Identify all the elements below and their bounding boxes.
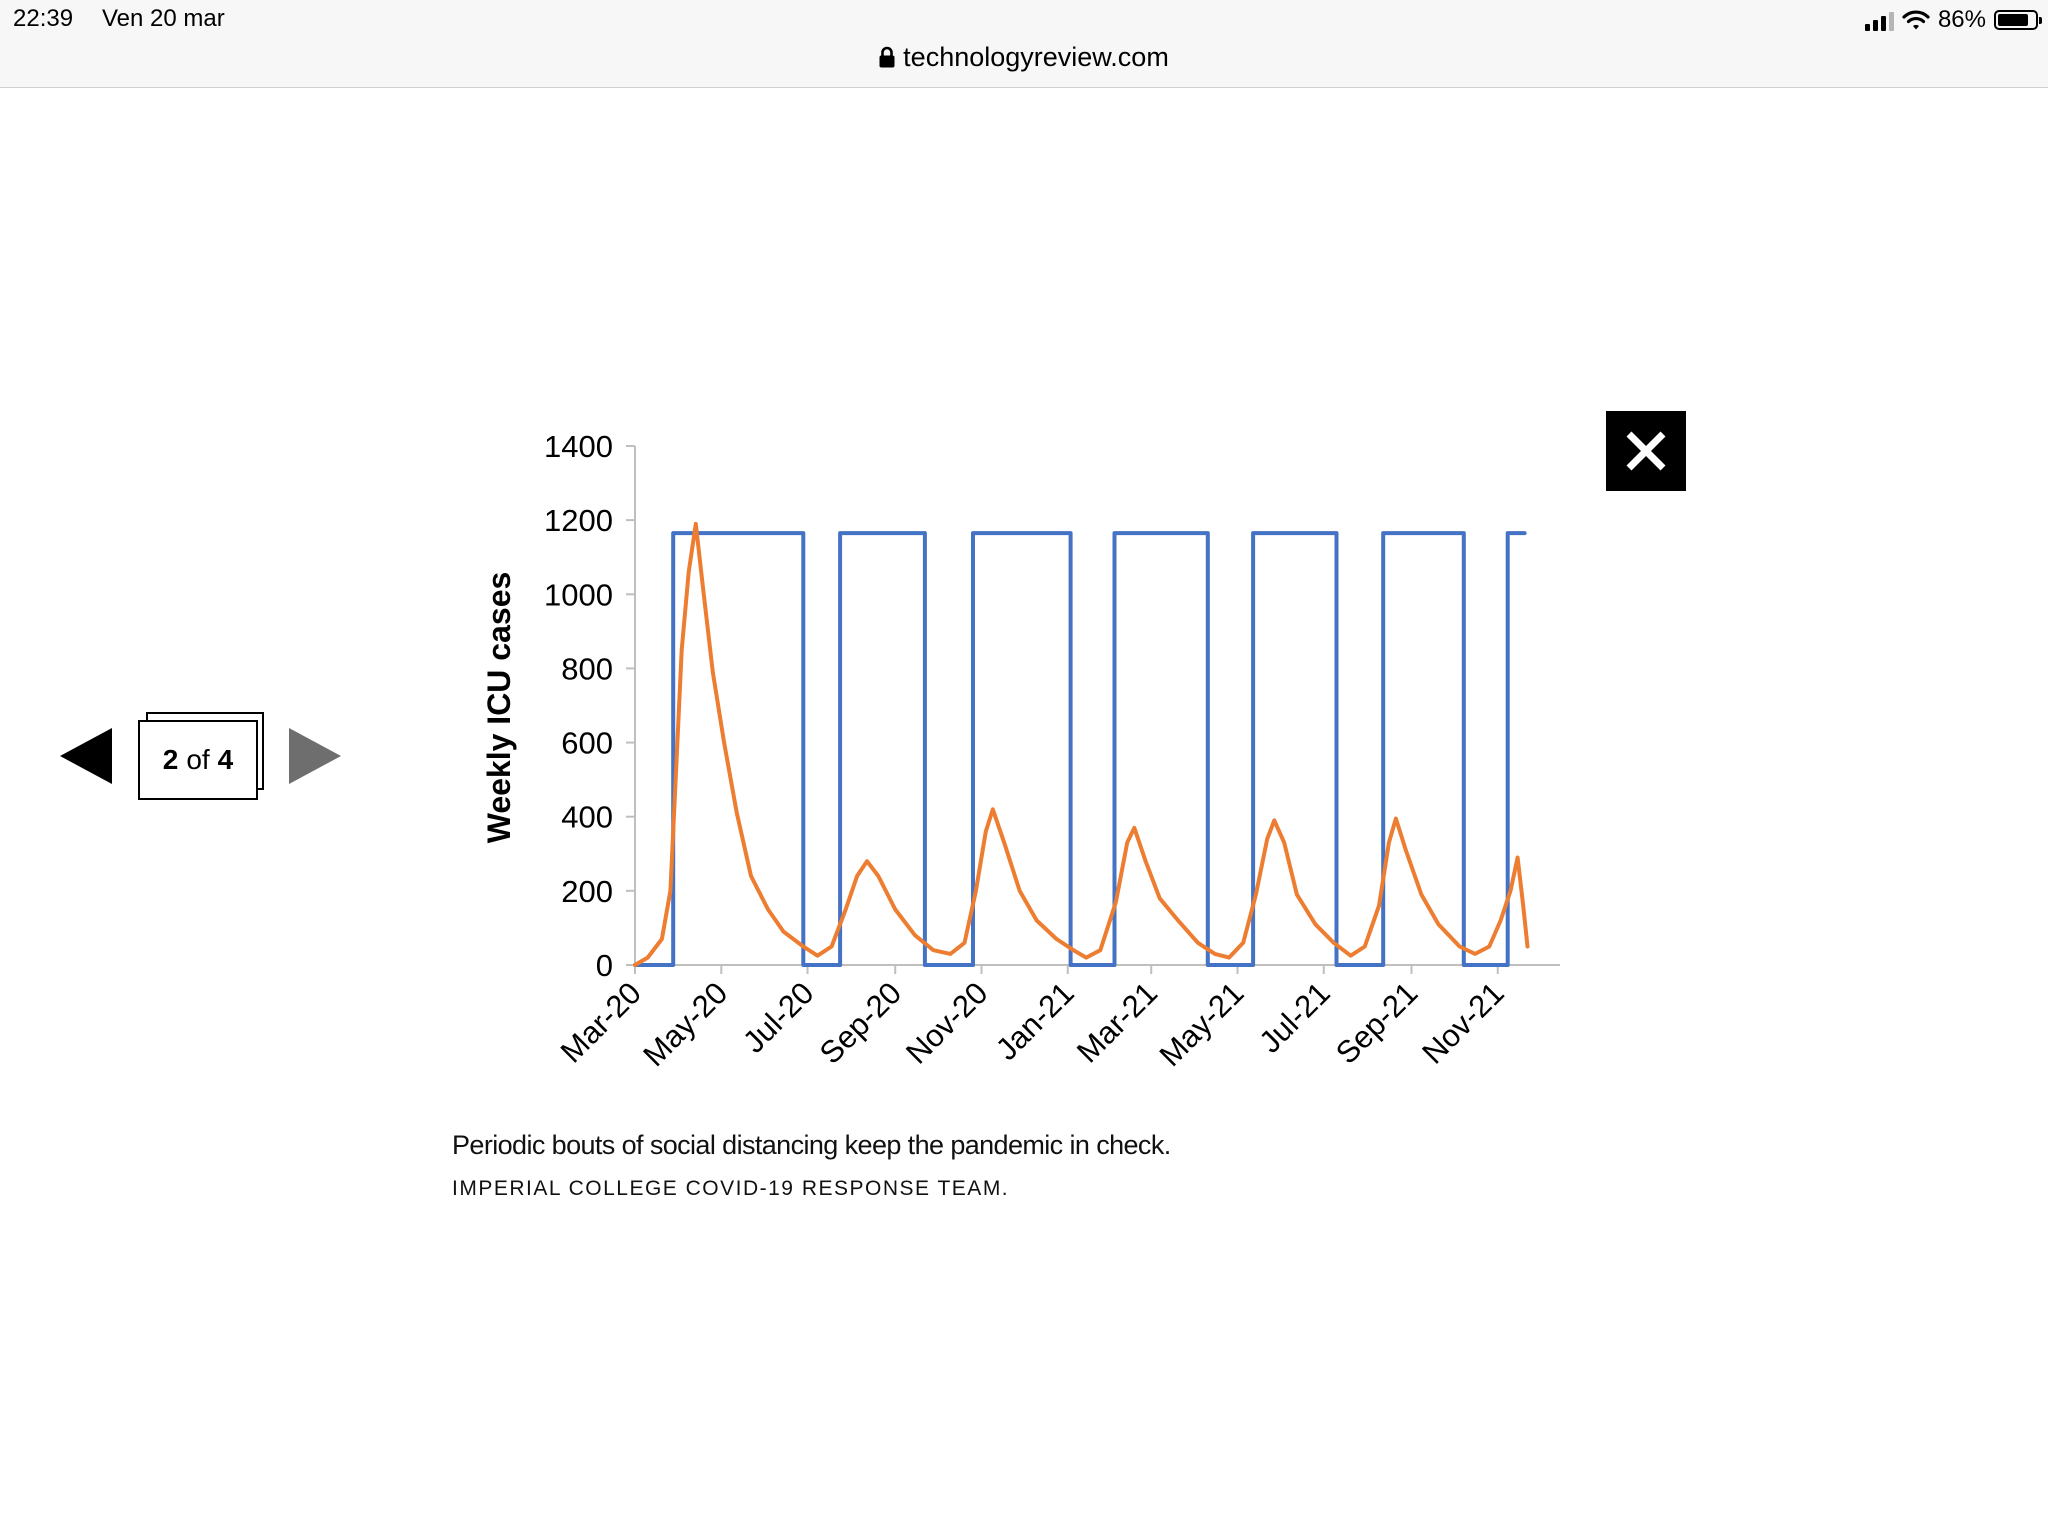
- x-tick-label: May-20: [636, 975, 735, 1074]
- series-line-icu-cases: [635, 524, 1528, 965]
- figure-credit: IMPERIAL COLLEGE COVID-19 RESPONSE TEAM.: [452, 1177, 1010, 1200]
- x-tick-label: Nov-20: [899, 975, 995, 1071]
- battery-percentage: 86%: [1937, 6, 1986, 33]
- x-tick-label: Mar-21: [1070, 975, 1165, 1070]
- x-tick-label: Jan-21: [988, 975, 1081, 1067]
- x-tick-label: Sep-20: [812, 975, 909, 1071]
- y-tick-label: 1400: [544, 429, 613, 464]
- x-tick-label: Sep-21: [1329, 975, 1425, 1071]
- y-tick-label: 1000: [544, 577, 613, 613]
- slide-counter: [138, 712, 266, 800]
- y-tick-label: 200: [561, 873, 613, 909]
- close-button[interactable]: [1606, 411, 1686, 491]
- icu-cases-chart: [470, 415, 1610, 1115]
- x-tick-label: May-21: [1152, 975, 1251, 1074]
- status-date: Ven 20 mar: [102, 5, 225, 32]
- counter-card: [138, 720, 258, 800]
- y-tick-label: 800: [561, 651, 613, 687]
- y-tick-label: 600: [561, 725, 613, 761]
- wifi-icon: [1902, 9, 1930, 31]
- y-tick-label: 400: [561, 799, 613, 835]
- y-axis-label: Weekly ICU cases: [481, 571, 517, 844]
- url-text: technologyreview.com: [903, 41, 1169, 72]
- cellular-signal-icon: [1865, 9, 1894, 31]
- y-tick-label: 0: [595, 948, 613, 983]
- triangle-left-icon: [60, 728, 112, 784]
- browser-top-bar: [0, 0, 2048, 88]
- series-line-social-distancing: [635, 533, 1525, 965]
- x-tick-label: Nov-21: [1415, 975, 1511, 1071]
- battery-icon: [1994, 10, 2038, 30]
- counter-of-label: of: [186, 744, 210, 775]
- status-time: 22:39: [13, 5, 74, 32]
- x-tick-label: Jul-20: [736, 975, 821, 1060]
- lock-icon: [879, 46, 895, 68]
- total-slide-count: 4: [217, 744, 234, 775]
- figure-caption: Periodic bouts of social distancing keep the pandemic in check.: [452, 1130, 1171, 1160]
- status-indicators: [1865, 5, 2038, 35]
- triangle-right-icon: [289, 728, 341, 784]
- x-tick-label: Jul-21: [1252, 975, 1337, 1060]
- close-icon: [1625, 430, 1667, 472]
- current-slide-number: 2: [162, 744, 179, 775]
- y-tick-label: 1200: [544, 503, 613, 539]
- address-bar[interactable]: [0, 40, 2048, 74]
- previous-slide-button[interactable]: [60, 728, 112, 784]
- x-tick-label: Mar-20: [553, 975, 648, 1070]
- next-slide-button[interactable]: [289, 728, 341, 784]
